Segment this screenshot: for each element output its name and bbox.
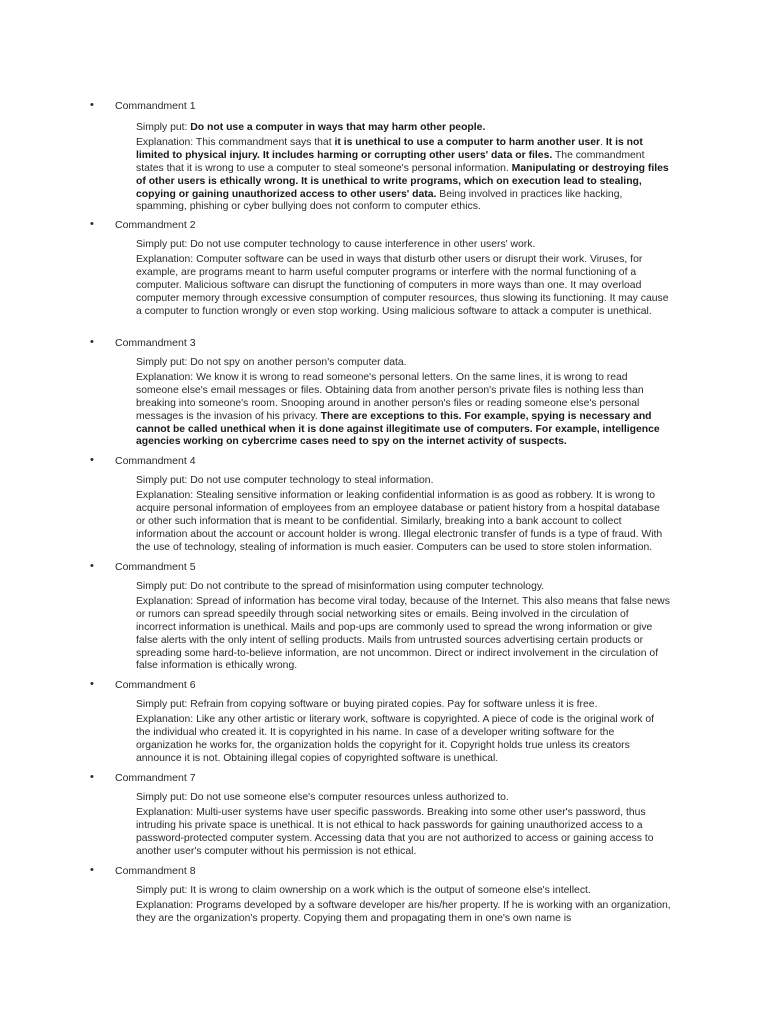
commandment-body	[136, 122, 671, 214]
text-run: Simply put:	[136, 122, 191, 133]
commandment-heading: Commandment 4	[115, 455, 196, 467]
bullet-icon: •	[90, 864, 94, 876]
text-run: Being involved in practices like hacking, spamming, phishing or cyber bullying does not conform to computer ethics.	[136, 188, 623, 213]
bold-text-run: There are exceptions to this. For example, spying is necessary and cannot be called unethical when it is done against illegitimate use of computers. For example, intelligence agencies working on cybercrime cases need to spy on the internet activity of suspects.	[136, 410, 660, 448]
bullet-icon: •	[90, 218, 94, 230]
text-run: Explanation: Programs developed by a software developer are his/her property. If he is working with an organization, they are the organization's property. Copying them and propagating them in one's own name is	[136, 899, 671, 924]
bullet-icon: •	[90, 560, 94, 572]
explanation-paragraph	[136, 807, 671, 859]
text-run: Do not spy on another person's computer data.	[190, 357, 407, 368]
bullet-icon: •	[90, 99, 94, 111]
explanation-paragraph	[136, 137, 671, 214]
explanation-paragraph	[136, 596, 671, 673]
simply-put-line	[136, 699, 671, 712]
text-run: Explanation: Like any other artistic or literary work, software is copyrighted. A piece of code is the original work of the individual who created it. It is copyrighted in his name. In case of a developer writing software for the organization he works for, the organization holds the copyright for it. Copyright holds true unless its creators announce it is not. Obtaining illegal copies of copyrighted software is unethical.	[136, 713, 655, 764]
commandment-body	[136, 357, 671, 449]
text-run: Simply put:	[136, 475, 191, 486]
simply-put-line	[136, 239, 671, 252]
explanation-paragraph	[136, 714, 671, 766]
commandment-heading: Commandment 2	[115, 219, 196, 231]
bold-text-run: It is not limited to physical injury. It includes harming or corrupting other users' data or files.	[136, 136, 643, 161]
commandment-body	[136, 581, 671, 673]
bullet-icon: •	[90, 454, 94, 466]
commandment-body	[136, 792, 671, 859]
explanation-paragraph	[136, 372, 671, 449]
text-run: .	[600, 136, 606, 148]
simply-put-line	[136, 885, 671, 898]
bold-text-run: Do not use a computer in ways that may harm other people.	[190, 122, 486, 133]
simply-put-line	[136, 122, 671, 135]
text-run: Explanation: Stealing sensitive information or leaking confidential information is as good as robbery. It is wrong to acquire personal information of employees from an employee database or patient history from a hospital database or other such information that is meant to be confidential. Similarly, breaking into a bank account to collect information about the account or account holder is wrong. Illegal electronic transfer of funds is a type of fraud. With the use of technology, stealing of information is much easier. Computers can be used to store stolen information.	[136, 489, 663, 553]
bullet-icon: •	[90, 678, 94, 690]
commandment-heading: Commandment 6	[115, 679, 196, 691]
text-run: Explanation: Multi-user systems have user specific passwords. Breaking into some other user's password, thus intruding his private space is unethical. It is not ethical to hack passwords for gaining unauthorized access to a password-protected computer system. Accessing data that you are not authorized to access or gaining access to another user's computer without his permission is not ethical.	[136, 806, 654, 857]
text-run: Simply put:	[136, 792, 191, 803]
commandment-body	[136, 885, 671, 926]
text-run: Explanation: Computer software can be used in ways that disturb other users or disrupt their work. Viruses, for example, are programs meant to harm useful computer programs or interfere with the normal functioning of a computer. Malicious software can disrupt the functioning of computers in more ways than one. It may overload computer memory through excessive consumption of computer resources, thus slowing its functioning. It may cause a computer to function wrongly or even stop working. Using malicious software to attack a computer is unethical.	[136, 253, 669, 317]
simply-put-line	[136, 357, 671, 370]
text-run: Explanation: Spread of information has become viral today, because of the Internet. This also means that false news or rumors can spread speedily through social networking sites or emails. Being involved in the circulation of incorrect information is unethical. Mails and pop-ups are commonly used to spread the wrong information or give false alerts with the only intent of selling products. Mails from untrusted sources advertising certain products or spreading some hard-to-believe information, are not uncommon. Direct or indirect involvement in the circulation of false information is ethically wrong.	[136, 595, 670, 672]
text-run: Do not contribute to the spread of misinformation using computer technology.	[190, 581, 545, 592]
text-run: The commandment states that it is wrong to use a computer to steal someone's personal information.	[136, 149, 645, 174]
commandment-body	[136, 239, 671, 318]
simply-put-line	[136, 792, 671, 805]
text-run: Refrain from copying software or buying pirated copies. Pay for software unless it is free.	[190, 699, 598, 710]
text-run: Do not use computer technology to steal information.	[190, 475, 434, 486]
commandment-heading: Commandment 8	[115, 865, 196, 877]
simply-put-line	[136, 581, 671, 594]
text-run: Explanation: This commandment says that	[136, 136, 335, 148]
explanation-paragraph	[136, 254, 671, 319]
commandment-heading: Commandment 5	[115, 561, 196, 573]
commandment-heading: Commandment 1	[115, 100, 196, 112]
text-run: Simply put:	[136, 581, 191, 592]
text-run: Explanation: We know it is wrong to read someone's personal letters. On the same lines, it is wrong to read someone else's email messages or files. Obtaining data from another person's private files is nothing less than breaking into someone's room. Snooping around in another person's files or reading someone else's personal messages is the invasion of his privacy.	[136, 371, 644, 422]
bullet-icon: •	[90, 336, 94, 348]
text-run: Do not use computer technology to cause interference in other users' work.	[190, 239, 536, 250]
bold-text-run: it is unethical to use a computer to harm another user	[334, 136, 601, 148]
text-run: It is wrong to claim ownership on a work which is the output of someone else's intellect.	[190, 885, 591, 896]
text-run: Do not use someone else's computer resources unless authorized to.	[190, 792, 509, 803]
explanation-paragraph	[136, 490, 671, 555]
explanation-paragraph	[136, 900, 671, 926]
commandment-body	[136, 475, 671, 554]
bold-text-run: Manipulating or destroying files of other users is ethically wrong. It is unethical to write programs, which on execution lead to stealing, copying or gaining unauthorized access to other users' data.	[136, 162, 669, 200]
text-run: Simply put:	[136, 239, 191, 250]
simply-put-line	[136, 475, 671, 488]
text-run: Simply put:	[136, 885, 191, 896]
commandment-heading: Commandment 7	[115, 772, 196, 784]
text-run: Simply put:	[136, 699, 191, 710]
commandment-heading: Commandment 3	[115, 337, 196, 349]
commandment-body	[136, 699, 671, 766]
text-run: Simply put:	[136, 357, 191, 368]
bullet-icon: •	[90, 771, 94, 783]
